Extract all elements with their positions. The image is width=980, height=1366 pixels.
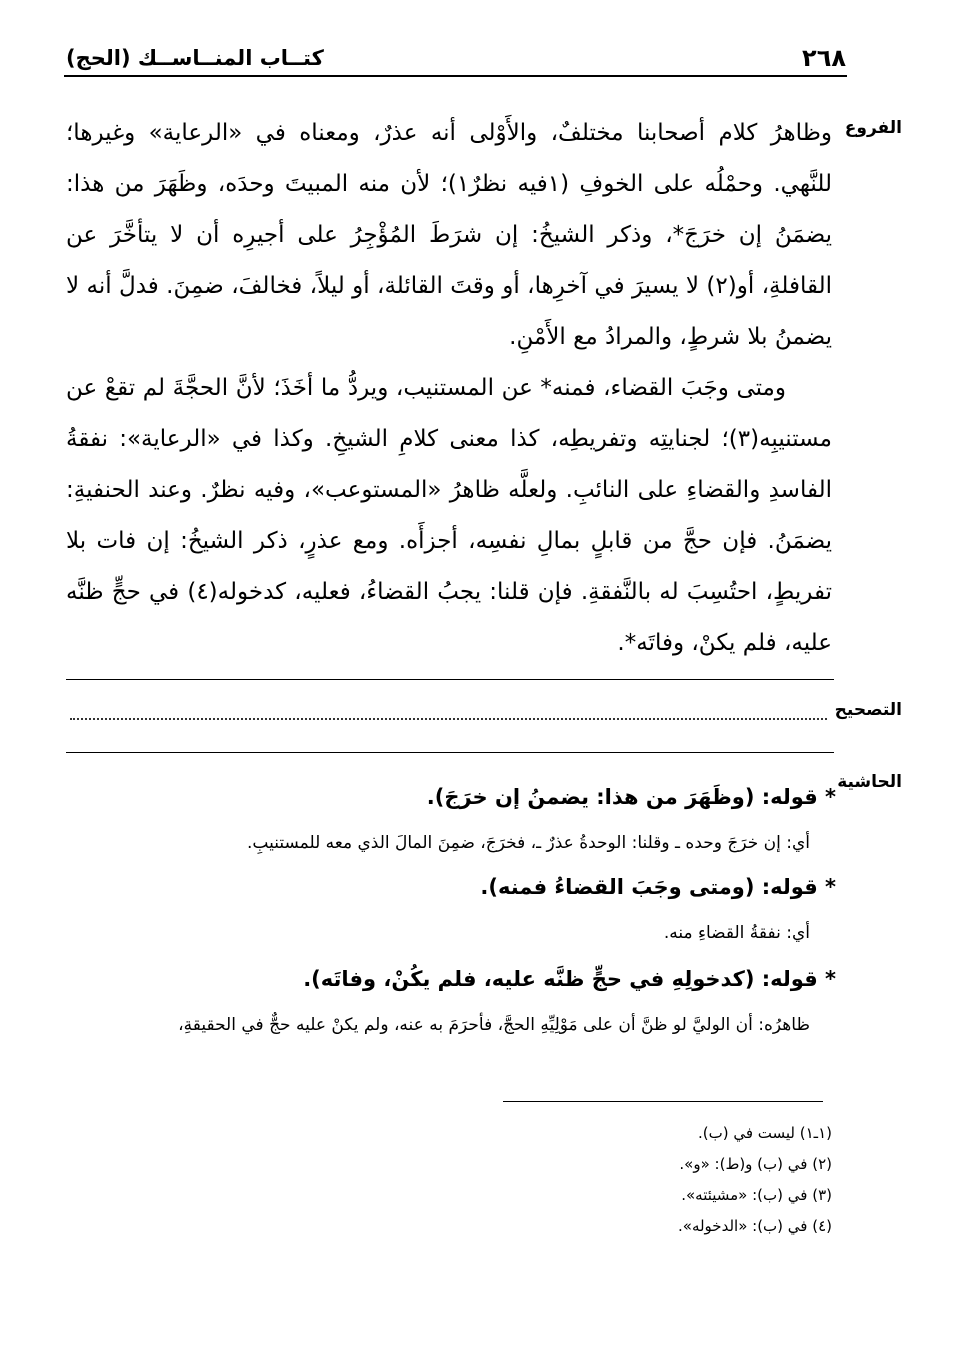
footnote-2: (٢) في (ب) و(ط): «و». xyxy=(679,1155,832,1173)
footnotes xyxy=(440,1118,832,1242)
margin-label-furu: الفروع xyxy=(844,118,902,138)
gloss-body: أي: إن خرَجَ وحده ـ وقلنا: الوحدةُ عذرٌ ـ، فخرَجَ، ضمِنَ المالَ الذي معه للمستنيبِ. xyxy=(246,833,810,853)
header-rule xyxy=(64,75,847,77)
correction-dotted-line xyxy=(70,718,827,720)
main-paragraph-2: ومتى وجَبَ القضاء، فمنه* عن المستنيب، ويردُّ ما أخَذَ؛ لأنَّ الحجَّةَ لم تقعْ عن مستنيبِه(٣)؛ لجنايتِه وتفريطِه، كذا معنى كلامِ الشيخِ. وكذا في «الرعاية»: نفقةُ الفاسدِ والقضاءِ على النائبِ. ولعلَّه ظاهرُ «المستوعب»، وفيه نظرٌ. وعند الحنفيةِ: يضمَنُ. فإن حجَّ من قابلٍ بمالِ نفسِه، أجزأَه. ومع عذرٍ، ذكر الشيخُ: إن فات بلا تفريطٍ، احتُسِبَ له بالنَّفقةِ. فإن قلنا: يجبُ القضاءُ، فعليه، كدخوله(٤) في حجٍّ ظنَّه عليه، فلم يكنْ، وفاتَه*. xyxy=(66,375,832,656)
gloss-body: ظاهرُه: أن الوليَّ لو ظنَّ أن على مَوْلِيِّهِ الحجَّ، فأحرَمَ به عنه، ولم يكنْ عليه حجٌّ في الحقيقةِ، xyxy=(178,1015,810,1035)
gloss-heading-text: قوله: (وظَهَرَ من هذا: يضمنُ إن خرَجَ). xyxy=(426,785,818,809)
correction-top-rule xyxy=(66,679,834,680)
gloss-heading xyxy=(66,962,836,996)
gloss-heading-text: قوله: (ومتى وجَبَ القضاءُ فمنه). xyxy=(480,875,818,899)
gloss-star: * xyxy=(825,875,836,899)
gloss-heading xyxy=(66,780,836,814)
gloss-star: * xyxy=(825,967,836,991)
page-number: ٢٦٨ xyxy=(802,44,846,72)
gloss-entry xyxy=(66,780,836,858)
main-text xyxy=(66,108,832,669)
footnote-1: (١ـ١) ليست في (ب). xyxy=(697,1124,832,1142)
page-header xyxy=(66,40,846,72)
gloss-entry xyxy=(66,962,836,1040)
gloss-area xyxy=(66,780,836,1040)
footnote-4: (٤) في (ب): «الدخوله». xyxy=(678,1217,832,1235)
gloss-heading-text: قوله: (كدخولِهِ في حجٍّ ظنَّه عليه، فلم يكُنْ، وفاتَه). xyxy=(303,967,818,991)
margin-label-tashih: التصحيح xyxy=(834,700,902,720)
main-paragraph-1: وظاهرُ كلام أصحابنا مختلفٌ، والأَوْلى أنه عذرٌ، ومعناه في «الرعاية» وغيرها؛ للنَّهي. وحمْلُه على الخوفِ (١فيه نظرٌ١)؛ لأن منه المبيتَ وحدَه، وظَهَرَ من هذا: يضمَنُ إن خرَجَ*، وذكر الشيخُ: إن شرَطَ المُؤْجِرُ على أجيرِه أن لا يتأخَّرَ عن القافلةِ، أو(٢) لا يسيرَ في آخرِها، أو وقتَ القائلة، أو ليلاً، فخالفَ، ضمِنَ. فدلَّ أنه لا يضمنُ بلا شرطٍ، والمرادُ مع الأَمْنِ. xyxy=(66,120,833,350)
margin-label-hashiya: الحاشية xyxy=(837,772,902,792)
footnote-3: (٣) في (ب): «مشيئته». xyxy=(681,1186,832,1204)
footnote-rule xyxy=(503,1101,823,1102)
book-title: كتــاب المنــاســك (الحج) xyxy=(66,46,324,70)
gloss-heading xyxy=(66,870,836,904)
gloss-star: * xyxy=(825,785,836,809)
gloss-body: أي: نفقةُ القضاءِ منه. xyxy=(663,923,810,943)
gloss-entry xyxy=(66,870,836,948)
correction-bottom-rule xyxy=(66,752,834,753)
